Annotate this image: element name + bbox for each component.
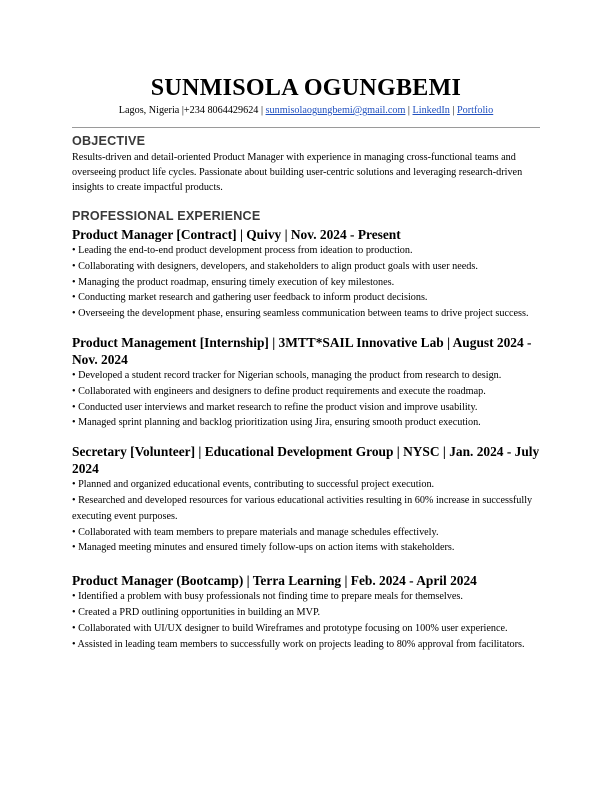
contact-line <box>72 104 540 118</box>
job-entry <box>72 443 540 556</box>
bullet-item: • Managed sprint planning and backlog prioritization using Jira, ensuring smooth product execution. <box>72 417 481 429</box>
bullet-item: • Identified a problem with busy professionals not finding time to prepare meals for themselves. <box>72 591 463 603</box>
job-bullets <box>72 589 540 652</box>
job-title: Product Management [Internship] | 3MTT*SAIL Innovative Lab | August 2024 - Nov. 2024 <box>72 334 532 367</box>
portfolio-link[interactable]: Portfolio <box>457 105 494 116</box>
bullet-item: • Conducted user interviews and market research to refine the product vision and improve usability. <box>72 401 478 413</box>
experience-heading: PROFESSIONAL EXPERIENCE <box>72 209 261 223</box>
bullet-item: • Conducting market research and gathering user feedback to inform product decisions. <box>72 292 428 304</box>
bullet-item: • Assisted in leading team members to successfully work on projects leading to 80% approval from facilitators. <box>72 638 525 650</box>
candidate-name: SUNMISOLA OGUNGBEMI <box>150 75 462 101</box>
bullet-item: • Created a PRD outlining opportunities in building an MVP. <box>72 606 321 618</box>
bullet-item: • Collaborated with UI/UX designer to build Wireframes and prototype focusing on 100% user experience. <box>72 622 508 634</box>
bullet-item: • Leading the end-to-end product development process from ideation to production. <box>72 245 413 256</box>
email-link[interactable]: sunmisolaogungbemi@gmail.com <box>265 105 406 116</box>
bullet-item: • Researched and developed resources for various educational activities resulting in 60% increase in successfully executing event purposes. <box>72 494 533 522</box>
objective-heading: OBJECTIVE <box>72 134 146 148</box>
bullet-item: • Overseeing the development phase, ensuring seamless communication between teams to drive project success. <box>72 308 529 320</box>
location-phone: Lagos, Nigeria |+234 8064429624 | <box>118 105 266 116</box>
bullet-item: • Collaborating with designers, developers, and stakeholders to align product goals with user needs. <box>72 260 478 272</box>
bullet-item: • Managed meeting minutes and ensured timely follow-ups on action items with stakeholders. <box>72 542 455 554</box>
job-entry <box>72 334 540 431</box>
bullet-item: • Collaborated with team members to prepare materials and manage schedules effectively. <box>72 526 439 538</box>
job-title: Product Manager [Contract] | Quivy | Nov. 2024 - Present <box>72 227 401 242</box>
bullet-item: • Planned and organized educational events, contributing to successful project execution. <box>72 479 435 491</box>
job-bullets <box>72 243 540 322</box>
linkedin-link[interactable]: LinkedIn <box>412 105 450 116</box>
job-title: Product Manager (Bootcamp) | Terra Learning | Feb. 2024 - April 2024 <box>72 573 477 589</box>
objective-text: Results-driven and detail-oriented Product Manager with experience in managing cross-functional teams and overseeing product life cycles. Passionate about building user-centric solutions and leveraging research-driven insights to create impactful products. <box>72 152 523 193</box>
job-title: Secretary [Volunteer] | Educational Development Group | NYSC | Jan. 2024 - July 2024 <box>72 444 540 477</box>
job-bullets <box>72 477 540 556</box>
job-entry <box>72 572 540 652</box>
job-entry <box>72 226 540 322</box>
bullet-item: • Collaborated with engineers and designers to define product requirements and execute the roadmap. <box>72 385 486 397</box>
job-bullets <box>72 368 540 431</box>
bullet-item: • Developed a student record tracker for Nigerian schools, managing the product from research to design. <box>72 369 502 381</box>
contact-separator: | <box>405 105 413 116</box>
header-divider <box>72 127 540 128</box>
contact-separator: | <box>449 105 457 116</box>
bullet-item: • Managing the product roadmap, ensuring timely execution of key milestones. <box>72 276 395 288</box>
